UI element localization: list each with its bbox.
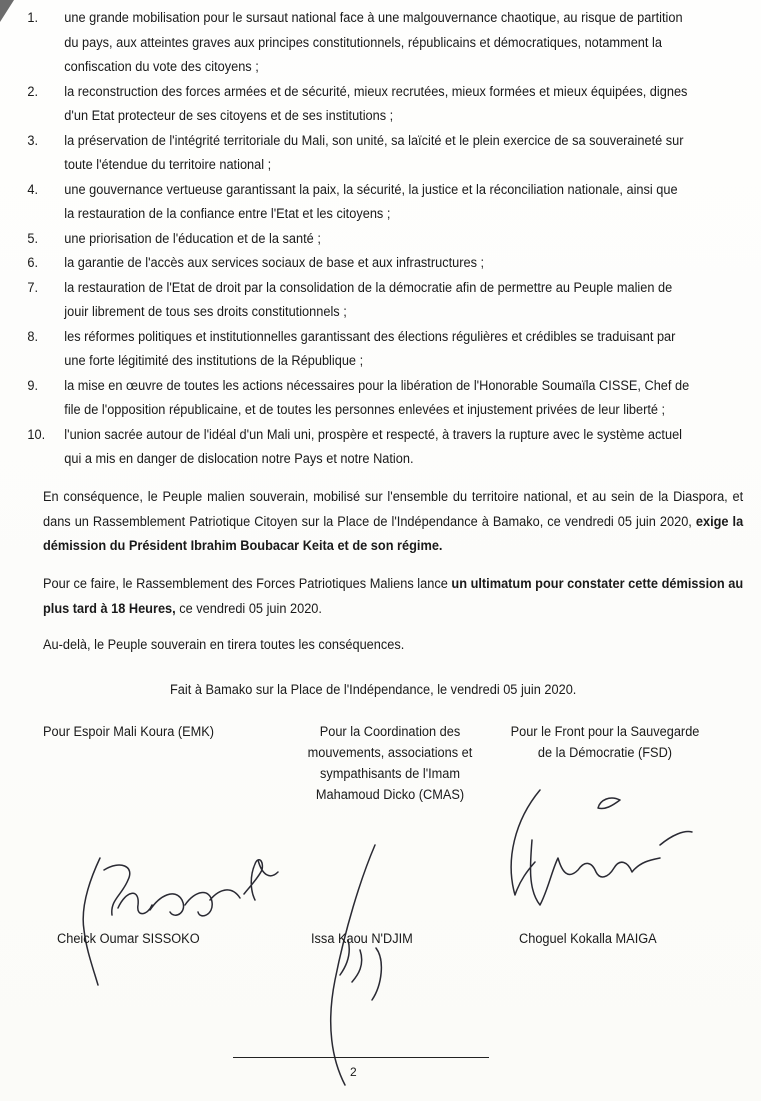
- org-line: Pour Espoir Mali Koura (EMK): [43, 724, 215, 740]
- item-line: d'un Etat protecteur de ses citoyens et de ses institutions ;: [64, 108, 394, 124]
- signature-sissoko: [83, 858, 278, 985]
- item-number: 9.: [27, 377, 39, 394]
- ultimatum-bold: un ultimatum pour constater cette démission au plus tard à 18 Heures,: [43, 576, 744, 617]
- signatory-name: Choguel Kokalla MAIGA: [519, 931, 657, 947]
- item-line: la reconstruction des forces armées et de sécurité, mieux recrutées, mieux formées et mieux équipées, dignes: [64, 83, 688, 100]
- item-number: 3.: [27, 132, 39, 149]
- footer-divider: [233, 1057, 489, 1058]
- item-number: 7.: [27, 279, 39, 296]
- item-number: 4.: [27, 181, 39, 198]
- consequence-demand: exige la démission du Président Ibrahim Boubacar Keita et de son régime.: [43, 513, 744, 554]
- place-date: Fait à Bamako sur la Place de l'Indépendance, le vendredi 05 juin 2020.: [170, 682, 577, 698]
- ultimatum-text: Pour ce faire, le Rassemblement des Forces Patriotiques Maliens lance: [43, 576, 452, 592]
- item-line: la restauration de l'Etat de droit par la consolidation de la démocratie afin de permettre au Peuple malien de: [64, 279, 673, 296]
- item-line: la préservation de l'intégrité territoriale du Mali, son unité, sa laïcité et le plein exercice de sa souveraineté sur: [64, 132, 684, 149]
- signature-maiga: [511, 790, 692, 905]
- item-line: une gouvernance vertueuse garantissant la paix, la sécurité, la justice et la réconciliation nationale, ainsi que: [64, 181, 678, 198]
- item-line: l'union sacrée autour de l'idéal d'un Mali uni, prospère et respecté, à travers la rupture avec le système actuel: [64, 426, 683, 443]
- item-line: la garantie de l'accès aux services sociaux de base et aux infrastructures ;: [64, 255, 485, 271]
- org-line: Pour le Front pour la Sauvegarde: [510, 724, 700, 740]
- signatory-name: Issa Kaou N'DJIM: [311, 931, 413, 947]
- item-number: 1.: [27, 10, 39, 26]
- signatory-name: Cheick Oumar SISSOKO: [57, 931, 200, 947]
- org-line: Pour la Coordination des: [319, 724, 461, 740]
- item-line: une grande mobilisation pour le sursaut national face à une malgouvernance chaotique, au risque de partition: [64, 10, 683, 26]
- item-line: les réformes politiques et institutionnelles garantissant des élections régulières et crédibles se traduisant par: [64, 328, 676, 345]
- page-number: 2: [350, 1065, 357, 1079]
- item-line: la mise en œuvre de toutes les actions nécessaires pour la libération de l'Honorable Soumaïla CISSE, Chef de: [64, 377, 690, 394]
- org-line: Mahamoud Dicko (CMAS): [315, 787, 465, 803]
- item-line: file de l'opposition républicaine, et de toutes les personnes enlevées et injustement privées de leur liberté ;: [64, 402, 666, 418]
- item-number: 6.: [27, 255, 39, 271]
- org-line: de la Démocratie (FSD): [537, 745, 673, 761]
- org-line: sympathisants de l'Imam: [319, 766, 461, 782]
- item-line: jouir librement de tous ses droits constitutionnels ;: [64, 304, 347, 320]
- item-line: toute l'étendue du territoire national ;: [64, 157, 272, 173]
- ultimatum-tail: ce vendredi 05 juin 2020.: [175, 600, 322, 617]
- org-line: mouvements, associations et: [307, 745, 473, 761]
- signature-ndjim: [331, 845, 382, 1085]
- item-number: 2.: [27, 83, 39, 100]
- item-number: 5.: [27, 230, 39, 247]
- closing-paragraph: Au-delà, le Peuple souverain en tirera toutes les conséquences.: [43, 637, 405, 653]
- item-number: 8.: [27, 328, 39, 345]
- item-line: la restauration de la confiance entre l'Etat et les citoyens ;: [64, 206, 391, 222]
- item-line: qui a mis en danger de dislocation notre Pays et notre Nation.: [64, 451, 414, 467]
- item-line: confiscation du vote des citoyens ;: [64, 59, 259, 75]
- item-line: une forte légitimité des institutions de la République ;: [64, 353, 364, 369]
- item-line: du pays, aux atteintes graves aux principes constitutionnels, républicains et démocratiques, notamment la: [64, 34, 662, 51]
- item-number: 10.: [27, 426, 46, 443]
- consequence-text: En conséquence, le Peuple malien souverain, mobilisé sur l'ensemble du territoire national, et au sein de la Diaspora, et dans un Rassemblement Patriotique Citoyen sur la Place de l'Indépendance à Bamako, ce vendredi 05 juin 2020,: [43, 489, 744, 530]
- item-line: une priorisation de l'éducation et de la santé ;: [64, 230, 321, 247]
